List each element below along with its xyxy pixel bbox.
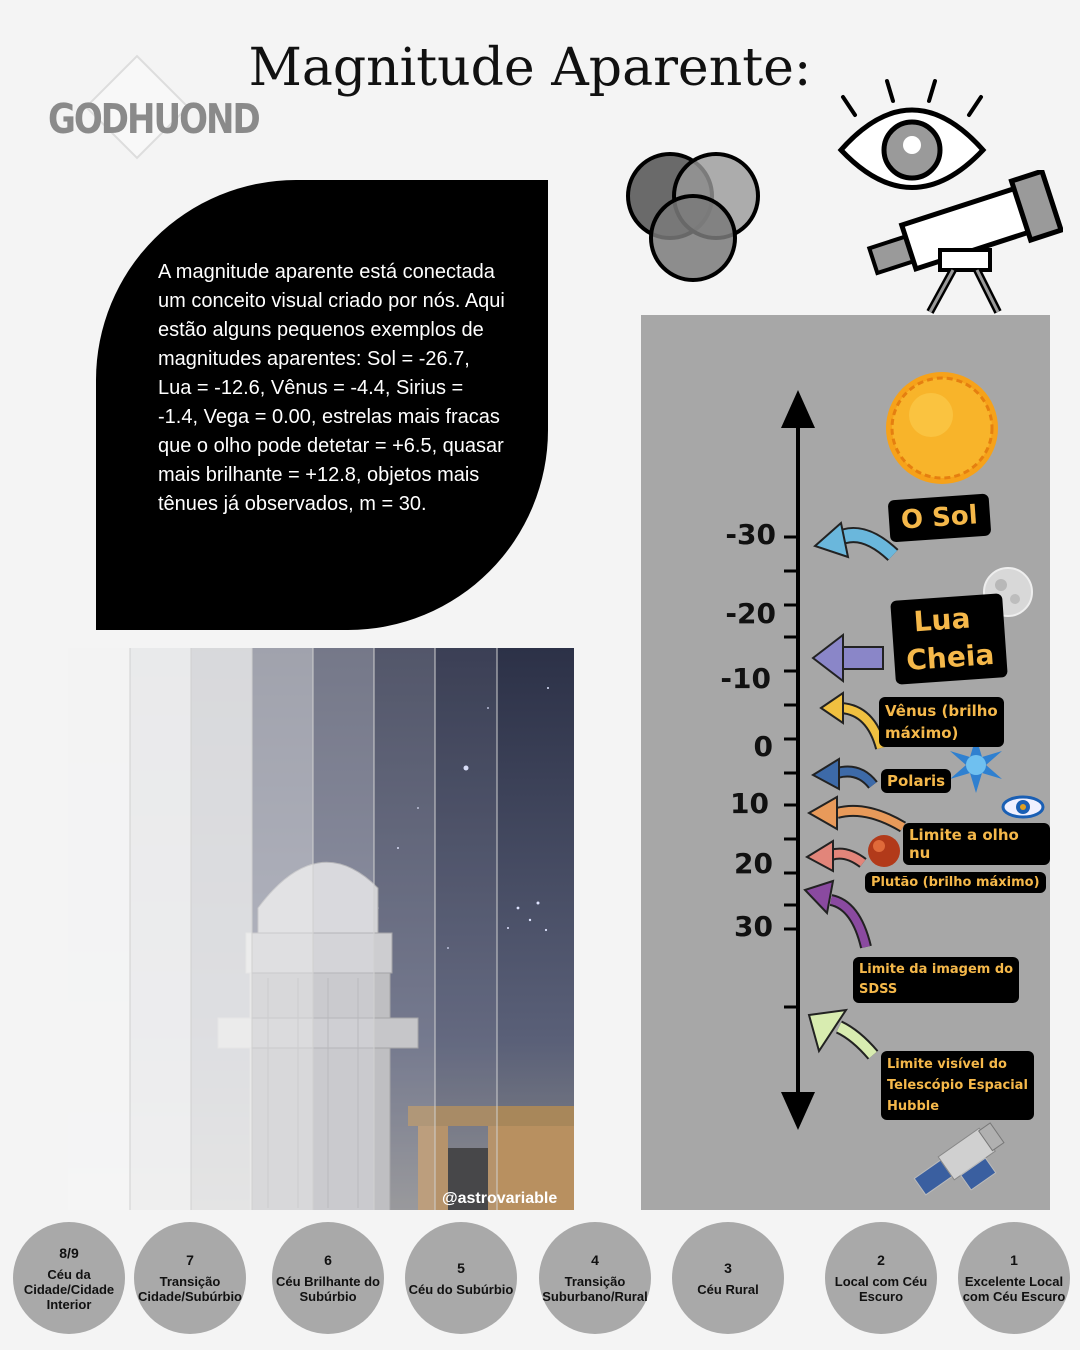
label-sdss-limit: Limite da imagem do SDSS [853, 957, 1019, 1003]
bortle-label: Céu do Subúrbio [408, 1281, 514, 1297]
bortle-label: Cidade/Subúrbio [138, 1289, 242, 1304]
bortle-label: Excelente Local [964, 1274, 1064, 1289]
bortle-label: Suburbano/Rural [542, 1289, 648, 1304]
tick-label: 10 [730, 787, 769, 820]
bortle-label: Céu Rural [697, 1281, 759, 1297]
bortle-circle [958, 1222, 1070, 1334]
telescope-icon [858, 170, 1063, 320]
tick-label: -10 [720, 662, 771, 695]
bortle-label: Escuro [858, 1289, 904, 1304]
bortle-circle [539, 1222, 651, 1334]
bortle-label: Cidade/Cidade [23, 1281, 115, 1297]
label-sun: O Sol [888, 494, 991, 543]
bortle-label: Transição [564, 1274, 626, 1289]
page-title: Magnitude Aparente: [248, 38, 812, 98]
label-pluto: Plutão (brilho máximo) [865, 872, 1046, 893]
venn-diagram-icon [618, 150, 768, 285]
bortle-label: Subúrbio [299, 1289, 357, 1304]
intro-text: A magnitude aparente está conectada um conceito visual criado por nós. Aqui estão alguns pequenos exemplos de magnitudes aparentes: Sol = -26.7, Lua = -12.6, Vênus = -4.4, Sirius = -1.4, Vega = 0.00, estrelas mais fracas que o olho pode detetar = +6.5, quasar mais brilhante = +12.8, objetos mais tênues já observados, m = 30. [158, 261, 505, 515]
label-naked-eye-limit: Limite a olho nu [903, 823, 1050, 865]
bortle-number: 2 [877, 1252, 885, 1268]
bortle-number: 7 [186, 1252, 194, 1268]
intro-card [96, 180, 548, 630]
bortle-number: 4 [591, 1252, 599, 1268]
bortle-label: Interior [46, 1296, 92, 1312]
tick-label: -20 [725, 597, 776, 630]
sky-brightness-photo [68, 648, 574, 1210]
bortle-number: 1 [1010, 1252, 1018, 1268]
bortle-number: 6 [324, 1252, 332, 1268]
bortle-label: Céu da [47, 1266, 91, 1282]
eye-emoji-icon [1003, 797, 1043, 817]
bortle-number: 5 [457, 1259, 465, 1276]
bortle-circle [13, 1222, 125, 1334]
bortle-label: Local com Céu [834, 1274, 928, 1289]
label-venus: Vênus (brilho máximo) [879, 697, 1004, 747]
label-full-moon: Lua Cheia [890, 593, 1008, 685]
tick-label: 0 [753, 730, 773, 763]
bortle-circle [272, 1222, 384, 1334]
logo [40, 90, 259, 160]
pluto-icon [868, 835, 900, 867]
bortle-circle [825, 1222, 937, 1334]
bortle-label: Transição [159, 1274, 221, 1289]
bortle-circle [405, 1222, 517, 1334]
bortle-label: com Céu Escuro [962, 1289, 1066, 1304]
bortle-label: Céu Brilhante do [275, 1274, 380, 1289]
tick-label: 30 [734, 910, 773, 943]
photo-credit: @astrovariable [442, 1190, 558, 1207]
bortle-circle [134, 1222, 246, 1334]
logo-text: GODHUOND [48, 96, 259, 144]
bortle-number: 3 [724, 1259, 732, 1276]
axis-up-arrow [781, 390, 815, 428]
tick-label: -30 [725, 518, 776, 551]
bortle-number: 8/9 [59, 1244, 79, 1261]
hubble-telescope-icon [912, 1121, 1015, 1210]
observatory-scene [68, 648, 574, 1210]
label-polaris: Polaris [881, 769, 951, 793]
axis-down-arrow [781, 1092, 815, 1130]
bortle-circle [672, 1222, 784, 1334]
tick-label: 20 [734, 847, 773, 880]
magnitude-scale-panel [641, 315, 1050, 1210]
label-hubble-limit: Limite visível do Telescópio Espacial Hubble [881, 1051, 1034, 1120]
